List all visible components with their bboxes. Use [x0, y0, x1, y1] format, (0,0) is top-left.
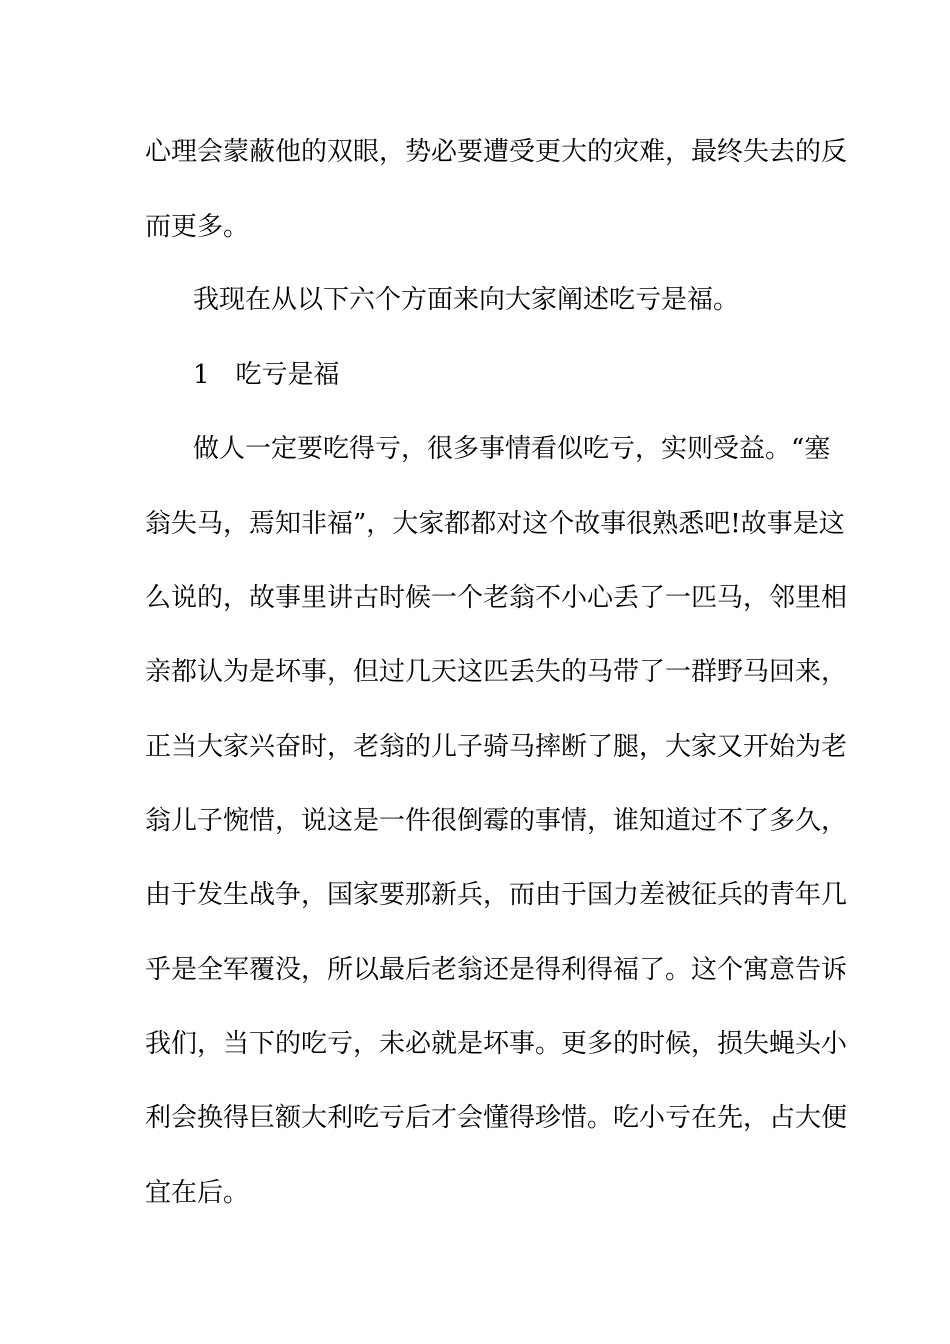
- paragraph-line: 我们，当下的吃亏，未必就是坏事。更多的时候，损失蝇头小: [145, 1029, 848, 1059]
- paragraph-line: 由于发生战争，国家要那新兵，而由于国力差被征兵的青年几: [145, 880, 848, 910]
- paragraph-line: 心理会蒙蔽他的双眼，势必要遭受更大的灾难，最终失去的反: [145, 137, 848, 167]
- paragraph-line: 而更多。: [145, 212, 250, 242]
- paragraph-line: 乎是全军覆没，所以最后老翁还是得利得福了。这个寓意告诉: [145, 955, 848, 985]
- paragraph-line: 亲都认为是坏事，但过几天这匹丢失的马带了一群野马回来，: [145, 657, 848, 687]
- section-heading: 1 吃亏是福: [193, 360, 340, 390]
- paragraph-line: 我现在从以下六个方面来向大家阐述吃亏是福。: [193, 285, 740, 315]
- paragraph-line: 翁儿子惋惜，说这是一件很倒霉的事情，谁知道过不了多久，: [145, 806, 848, 836]
- paragraph-line: 宜在后。: [145, 1178, 250, 1208]
- paragraph-line: 翁失马，焉知非福”，大家都都对这个故事很熟悉吧!故事是这: [145, 509, 845, 539]
- paragraph-line: 么说的，故事里讲古时候一个老翁不小心丢了一匹马，邻里相: [145, 583, 848, 613]
- paragraph-line: 做人一定要吃得亏，很多事情看似吃亏，实则受益。“塞: [193, 434, 831, 464]
- paragraph-line: 利会换得巨额大利吃亏后才会懂得珍惜。吃小亏在先，占大便: [145, 1103, 848, 1133]
- paragraph-line: 正当大家兴奋时，老翁的儿子骑马摔断了腿，大家又开始为老: [145, 732, 848, 762]
